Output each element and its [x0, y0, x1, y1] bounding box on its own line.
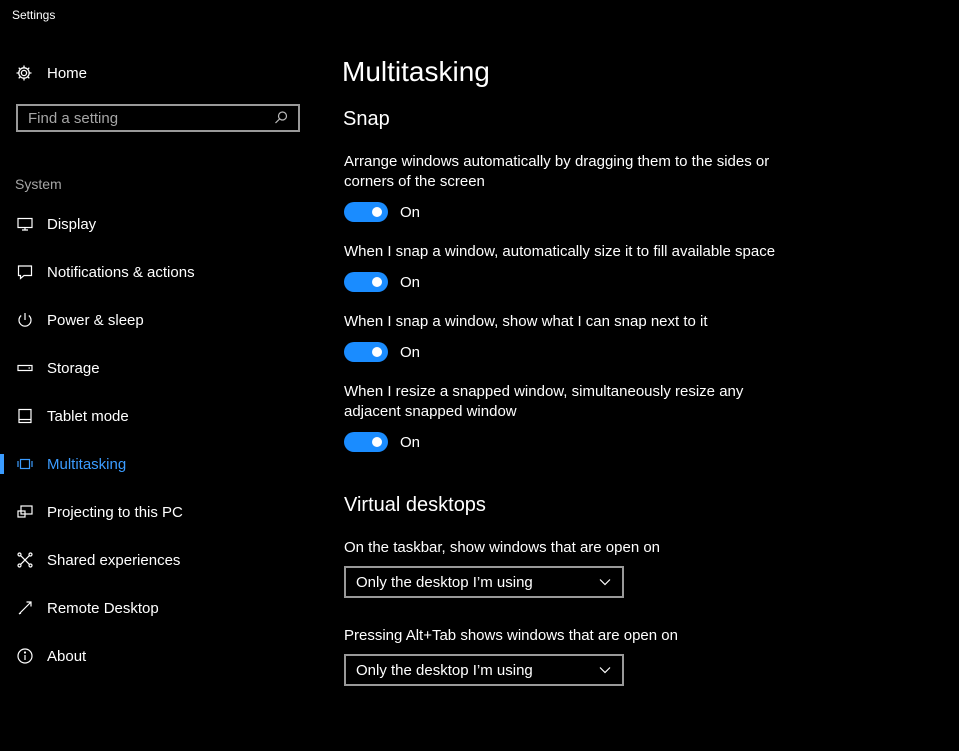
page-title: Multitasking	[342, 56, 490, 87]
sidebar-item-power-sleep[interactable]	[0, 296, 330, 344]
toggle-state-label: On	[400, 203, 421, 221]
remote-desktop-icon	[16, 599, 34, 617]
dropdown-value: Only the desktop I’m using	[356, 573, 533, 591]
toggle-switch[interactable]	[344, 342, 388, 362]
sidebar-item-label: Notifications & actions	[47, 263, 195, 281]
alttab-setting-label: Pressing Alt+Tab shows windows that are open on	[344, 627, 678, 644]
notifications-icon	[16, 263, 34, 281]
snap-option-description: When I resize a snapped window, simultaneously resize any adjacent snapped window	[344, 383, 744, 420]
sidebar-item-shared-experiences[interactable]	[0, 536, 330, 584]
sidebar-item-notifications[interactable]	[0, 248, 330, 296]
main-content	[342, 0, 942, 751]
sidebar-item-label: Remote Desktop	[47, 599, 159, 617]
toggle-switch[interactable]	[344, 432, 388, 452]
search-icon[interactable]	[272, 109, 290, 127]
storage-icon	[16, 359, 34, 377]
sidebar-item-display[interactable]	[0, 200, 330, 248]
power-icon	[16, 311, 34, 329]
alttab-windows-dropdown[interactable]	[344, 654, 624, 686]
snap-resize-adjacent-toggle[interactable]	[344, 432, 420, 452]
taskbar-windows-dropdown[interactable]	[344, 566, 624, 598]
chevron-down-icon	[596, 661, 614, 679]
sidebar-item-label: Shared experiences	[47, 551, 181, 569]
dropdown-value: Only the desktop I’m using	[356, 661, 533, 679]
toggle-switch[interactable]	[344, 202, 388, 222]
sidebar-item-label: Storage	[47, 359, 100, 377]
sidebar-nav	[0, 200, 330, 680]
sidebar-item-label: Power & sleep	[47, 311, 144, 329]
about-icon	[16, 647, 34, 665]
tablet-mode-icon	[16, 407, 34, 425]
window-title: Settings	[12, 8, 56, 22]
sidebar-item-label: Display	[47, 215, 97, 233]
snap-option-description: When I snap a window, automatically size it to fill available space	[344, 243, 776, 260]
sidebar-item-label: Multitasking	[47, 455, 127, 473]
sidebar-item-projecting[interactable]	[0, 488, 330, 536]
sidebar-item-storage[interactable]	[0, 344, 330, 392]
home-nav-item[interactable]	[15, 60, 87, 86]
search-box[interactable]	[16, 104, 300, 132]
sidebar-item-tablet-mode[interactable]	[0, 392, 330, 440]
search-input[interactable]	[28, 110, 268, 127]
snap-assist-toggle[interactable]	[344, 342, 420, 362]
chevron-down-icon	[596, 573, 614, 591]
sidebar-item-label: Projecting to this PC	[47, 503, 183, 521]
snap-option-description: When I snap a window, show what I can snap next to it	[344, 313, 708, 330]
section-label-system: System	[15, 176, 62, 192]
sidebar-item-about[interactable]	[0, 632, 330, 680]
projecting-icon	[16, 503, 34, 521]
toggle-state-label: On	[400, 433, 421, 451]
snap-option-description: Arrange windows automatically by dragging them to the sides or corners of the screen	[344, 153, 770, 190]
gear-icon	[15, 64, 33, 82]
snap-heading: Snap	[343, 108, 390, 130]
toggle-state-label: On	[400, 273, 421, 291]
taskbar-setting-label: On the taskbar, show windows that are open on	[344, 539, 661, 556]
snap-arrange-toggle[interactable]	[344, 202, 420, 222]
multitasking-icon	[16, 455, 34, 473]
sidebar-item-label: Tablet mode	[47, 407, 129, 425]
sidebar	[0, 0, 330, 751]
sidebar-item-multitasking[interactable]	[0, 440, 330, 488]
display-icon	[16, 215, 34, 233]
toggle-state-label: On	[400, 343, 421, 361]
shared-experiences-icon	[16, 551, 34, 569]
sidebar-item-label: About	[47, 647, 87, 665]
home-label: Home	[47, 64, 88, 82]
snap-fill-space-toggle[interactable]	[344, 272, 420, 292]
toggle-switch[interactable]	[344, 272, 388, 292]
virtual-desktops-heading: Virtual desktops	[344, 494, 486, 516]
sidebar-item-remote-desktop[interactable]	[0, 584, 330, 632]
